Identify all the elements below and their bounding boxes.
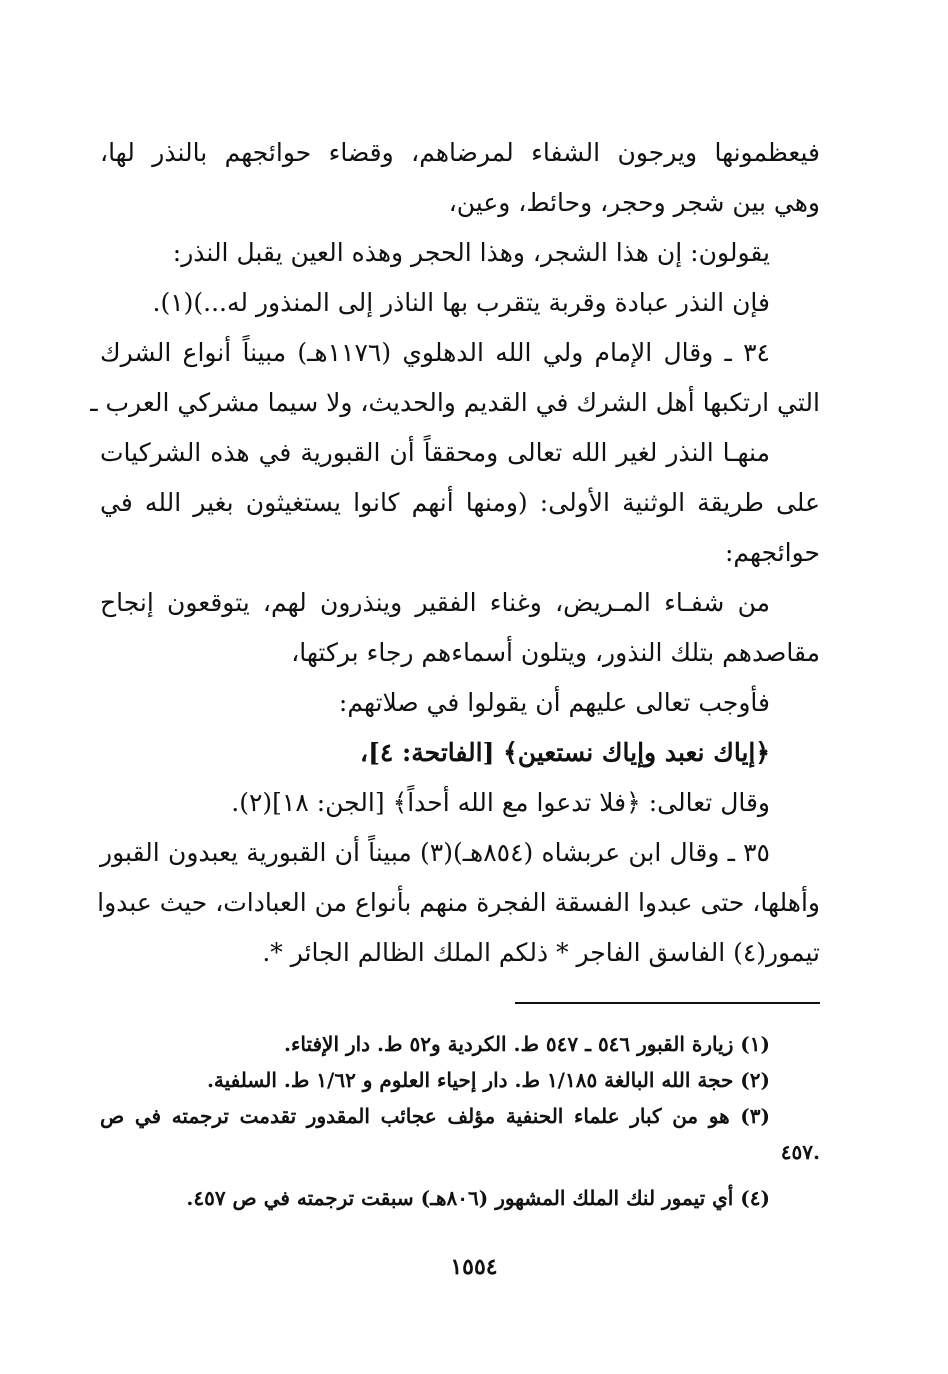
text-line: وقال تعالى: ﴿فلا تدعوا مع الله أحداً﴾ [الجن: ١٨](٢). (231, 788, 770, 817)
footnote: (٤) أي تيمور لنك الملك المشهور (٨٠٦هـ) سبقت ترجمته في ص ٤٥٧. (186, 1186, 770, 1210)
footnote: (٣) هو من كبار علماء الحنفية مؤلف عجائب المقدور تقدمت ترجمته في ص (100, 1104, 770, 1128)
text-line: من شفـاء المـريض، وغناء الفقير وينذرون لهم، يتوقعون إنجاح (100, 588, 770, 617)
text-line: فيعظمونها ويرجون الشفاء لمرضاهم، وقضاء حوائجهم بالنذر لها، (100, 138, 820, 167)
footnote-continuation: .٤٥٧ (780, 1140, 820, 1164)
text-line: فأوجب تعالى عليهم أن يقولوا في صلاتهم: (338, 688, 770, 717)
text-line: على طريقة الوثنية الأولى: (ومنها أنهم كانوا يستغيثون بغير الله في (100, 488, 820, 517)
footnote: (١) زيارة القبور ٥٤٦ ـ ٥٤٧ ط. الكردية و٥٢ ط. دار الإفتاء. (283, 1032, 770, 1056)
quran-quote-line: ﴿إياك نعبد وإياك نستعين﴾ [الفاتحة: ٤]، (360, 738, 770, 767)
page-number: ١٥٥٤ (450, 1254, 498, 1280)
text-line: ٣٥ ـ وقال ابن عربشاه (٨٥٤هـ)(٣) مبيناً أن القبورية يعبدون القبور (100, 838, 770, 867)
text-line: ٣٤ ـ وقال الإمام ولي الله الدهلوي (١١٧٦هـ) مبيناً أنواع الشرك (100, 338, 770, 367)
footnote: (٢) حجة الله البالغة ١/١٨٥ ط. دار إحياء العلوم و ١/٦٢ ط. السلفية. (206, 1068, 770, 1092)
text-line: التي ارتكبها أهل الشرك في القديم والحديث، ولا سيما مشركي العرب ـ (90, 388, 820, 417)
text-line: وأهلها، حتى عبدوا الفسقة الفجرة منهم بأنواع من العبادات، حيث عبدوا (97, 888, 820, 917)
text-line: تيمور(٤) الفاسق الفاجر * ذلكم الملك الظالم الجائر *. (262, 938, 820, 967)
text-line: مقاصدهم بتلك النذور، ويتلون أسماءهم رجاء بركتها، (291, 638, 820, 667)
text-line: يقولون: إن هذا الشجر، وهذا الحجر وهذه العين يقبل النذر: (172, 238, 770, 267)
text-line: حوائجهم: (725, 538, 820, 567)
footnotes (100, 1026, 820, 1216)
text-line: وهي بين شجر وحجر، وحائط، وعين، (448, 188, 820, 217)
text-line: منهـا النذر لغير الله تعالى ومحققاً أن القبورية في هذه الشركيات (100, 438, 770, 467)
footnote-gap (100, 1170, 820, 1180)
footnote-separator (515, 1002, 820, 1004)
text-line: فإن النذر عبادة وقربة يتقرب بها الناذر إلى المنذور له...)(١). (152, 288, 770, 317)
main-text (90, 128, 820, 978)
